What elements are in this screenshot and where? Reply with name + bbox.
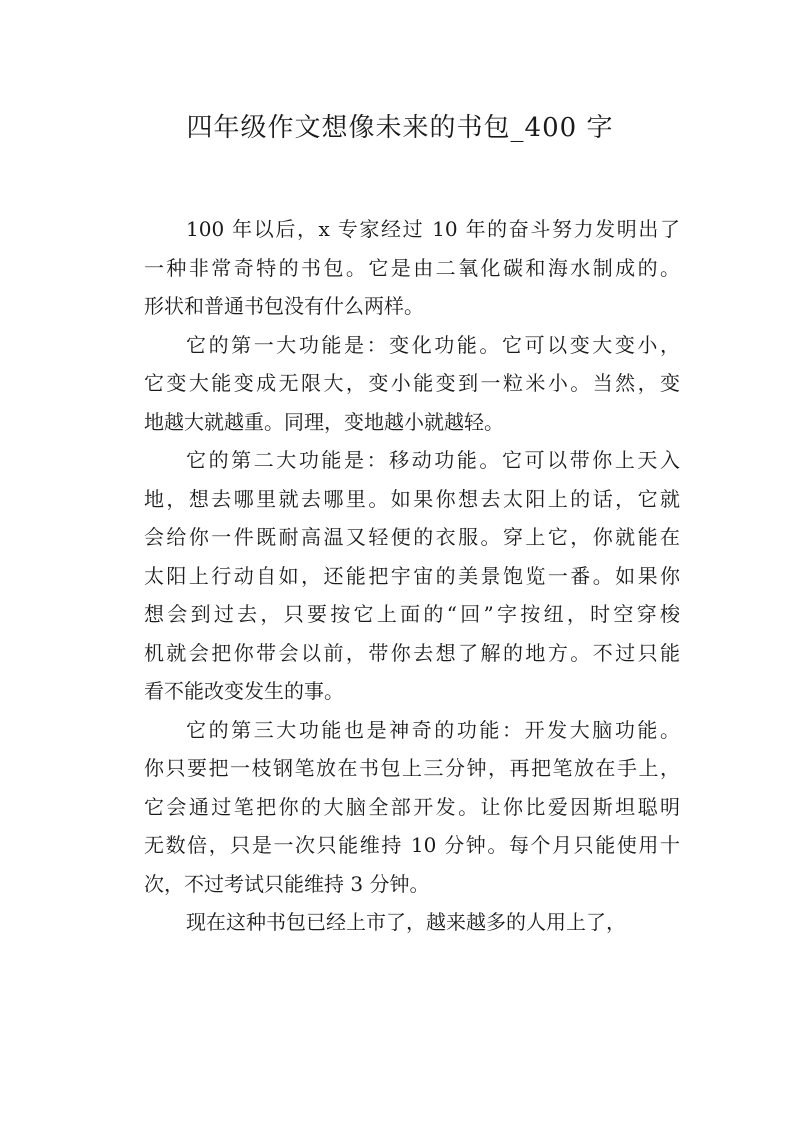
paragraph-2-line-3: 地越大就越重。同理，变地越小就越轻。 <box>144 409 504 434</box>
paragraph-1-line-1: 100 年以后，x 专家经过 10 年的奋斗努力发明出了 <box>186 217 680 241</box>
paragraph-3-line-3: 会给你一件既耐高温又轻便的衣服。穿上它，你就能在 <box>144 525 680 549</box>
paragraph-3-line-2: 地，想去哪里就去哪里。如果你想去太阳上的话，它就 <box>144 486 680 511</box>
paragraph-4-line-5: 次，不过考试只能维持 3 分钟。 <box>144 871 430 896</box>
paragraph-4-line-3: 它会通过笔把你的大脑全部开发。让你比爱因斯坦聪明 <box>144 794 680 819</box>
paragraph-4-line-4: 无数倍，只是一次只能维持 10 分钟。每个月只能使用十 <box>144 833 680 857</box>
paragraph-3-line-5: 想会到过去，只要按它上面的“回”字按纽，时空穿梭 <box>144 602 680 626</box>
paragraph-3-line-6: 机就会把你带会以前，带你去想了解的地方。不过只能 <box>144 640 680 665</box>
paragraph-3-line-7: 看不能改变发生的事。 <box>144 679 344 703</box>
paragraph-2-line-2: 它变大能变成无限大，变小能变到一粒米小。当然，变 <box>144 371 680 395</box>
paragraph-2-line-1: 它的第一大功能是：变化功能。它可以变大变小， <box>186 332 680 357</box>
paragraph-4-line-2: 你只要把一枝钢笔放在书包上三分钟，再把笔放在手上， <box>144 756 680 780</box>
paragraph-3-line-4: 太阳上行动自如，还能把宇宙的美景饱览一番。如果你 <box>144 563 680 588</box>
document-body <box>144 210 680 942</box>
paragraph-1-line-3: 形状和普通书包没有什么两样。 <box>144 294 424 318</box>
paragraph-3-line-1: 它的第二大功能是：移动功能。它可以带你上天入 <box>186 448 680 472</box>
paragraph-5-line-1: 现在这种书包已经上市了，越来越多的人用上了， <box>186 910 626 934</box>
paragraph-1-line-2: 一种非常奇特的书包。它是由二氧化碳和海水制成的。 <box>144 255 680 280</box>
document-title: 四年级作文想像未来的书包_400 字 <box>186 113 614 143</box>
paragraph-4-line-1: 它的第三大功能也是神奇的功能：开发大脑功能。 <box>186 717 680 742</box>
